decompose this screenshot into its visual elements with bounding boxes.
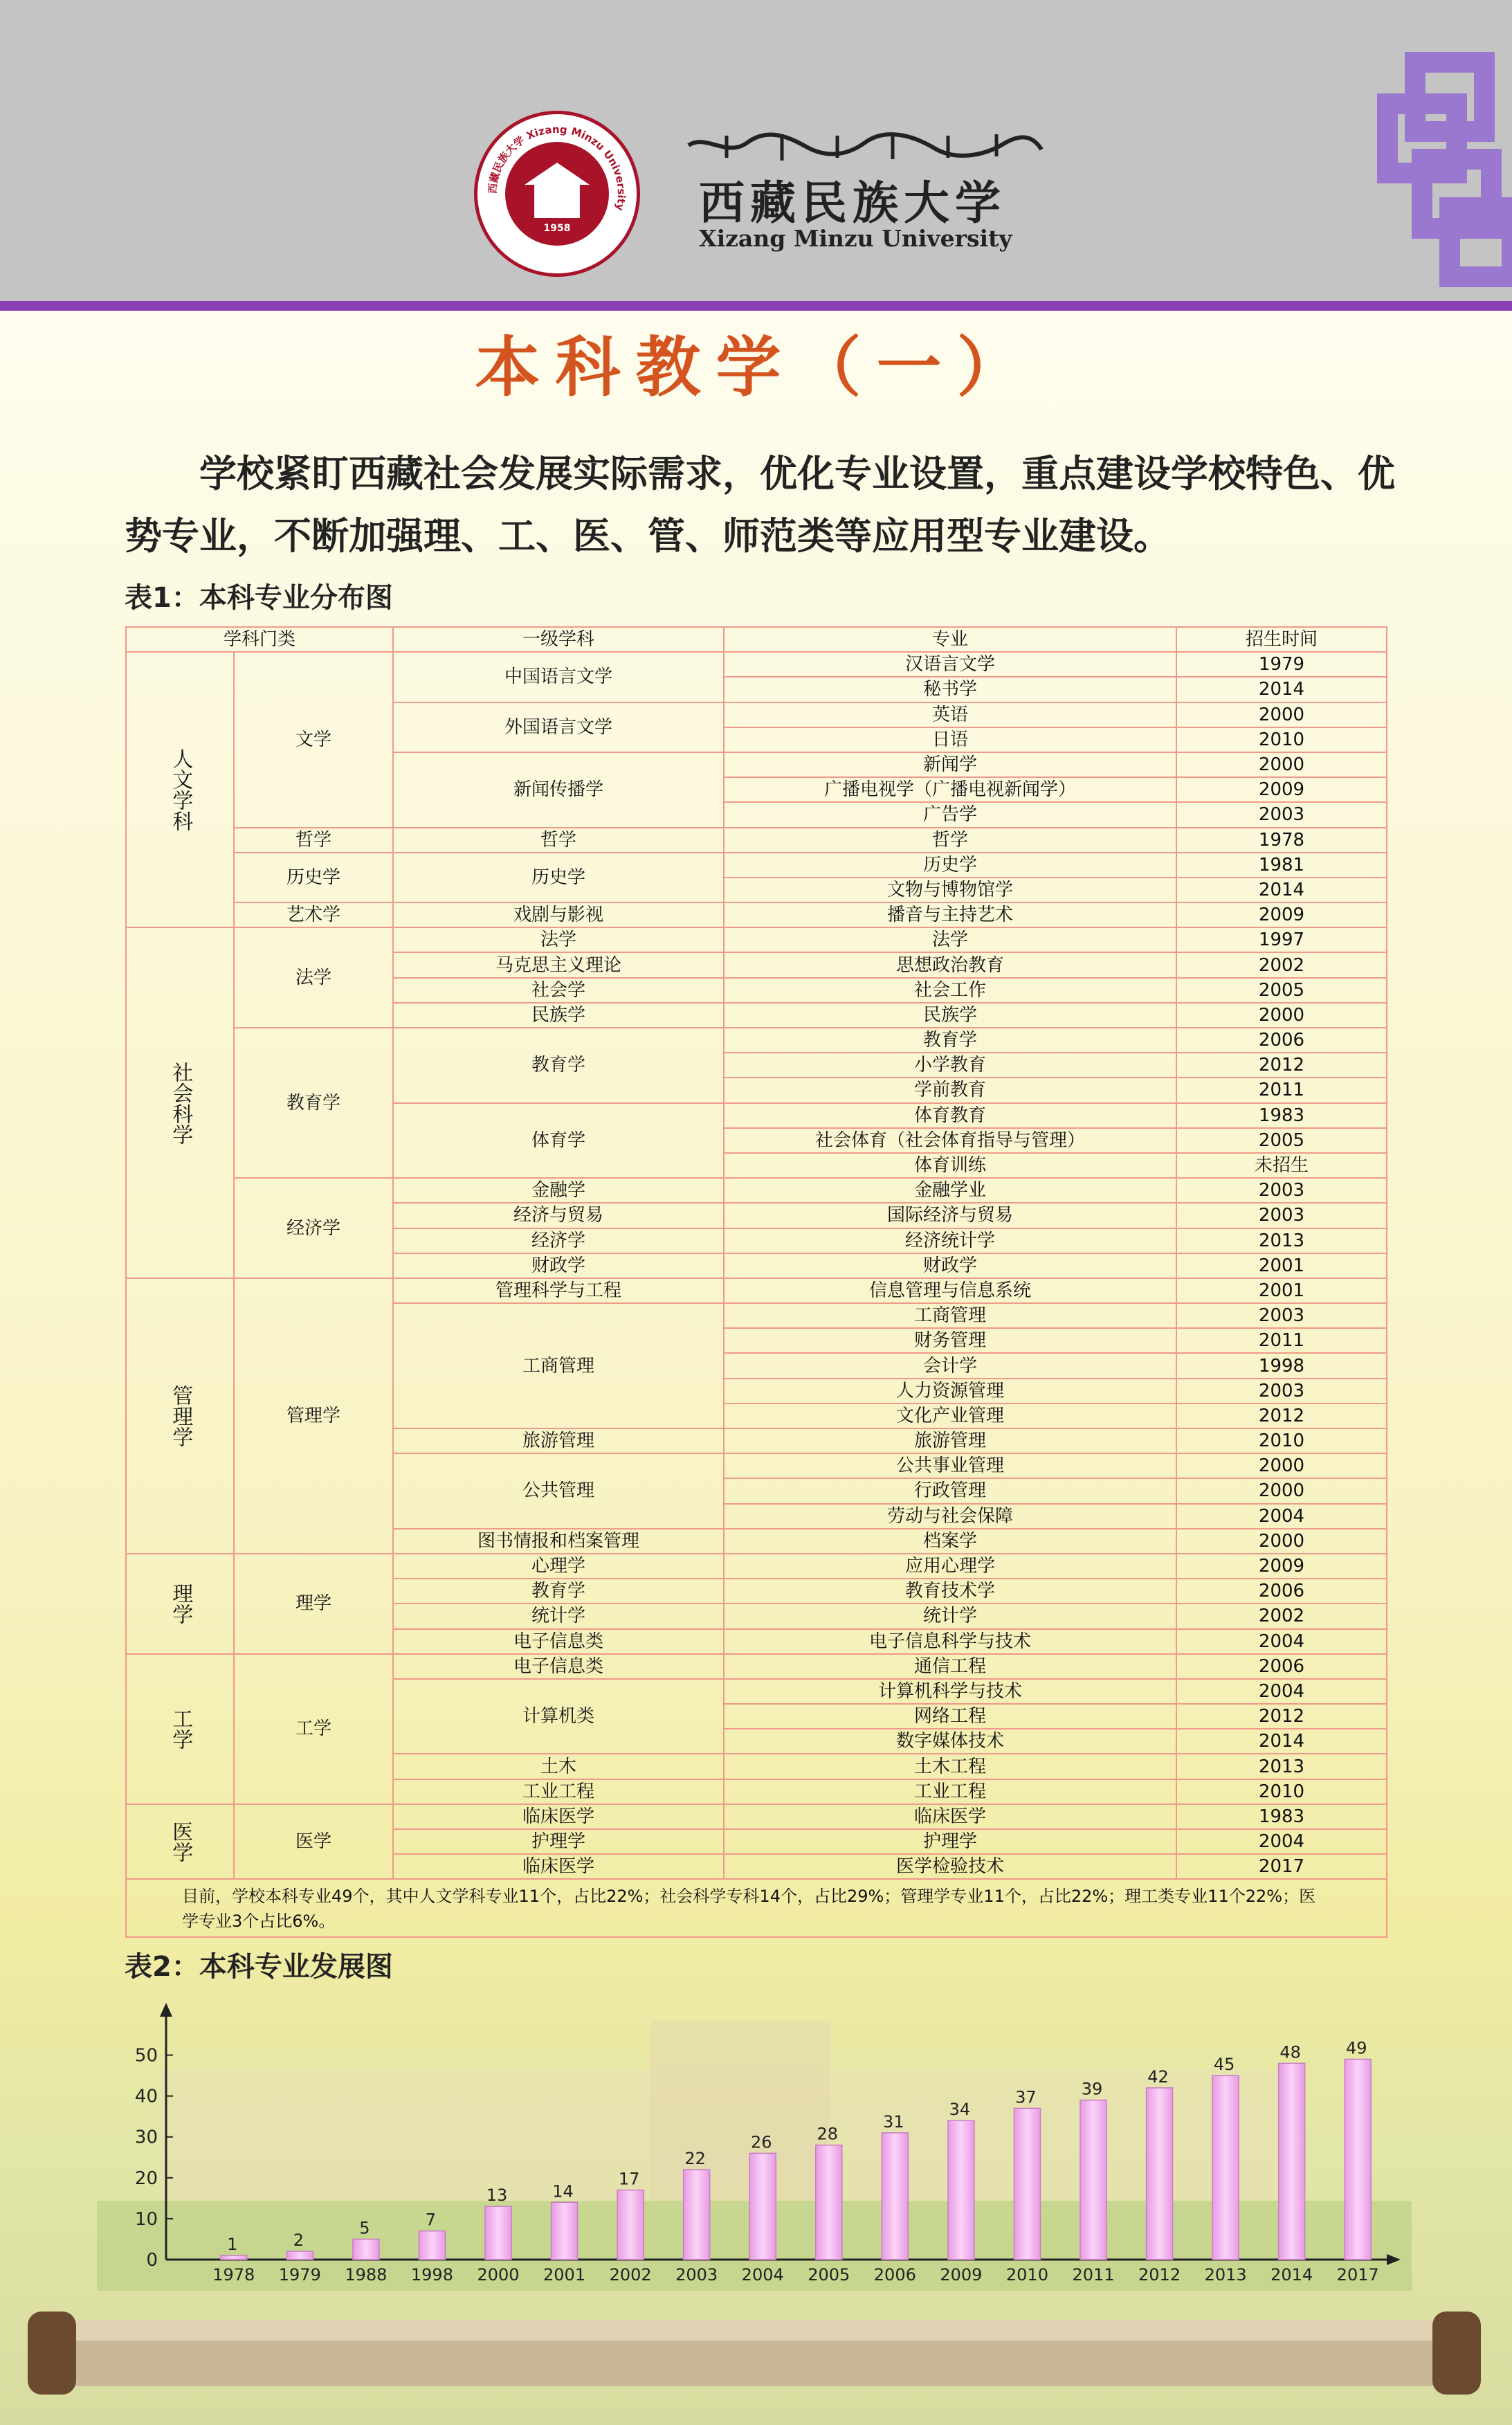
y-tick-label: 0: [146, 2250, 158, 2271]
x-tick-label: 2017: [1336, 2265, 1379, 2285]
first-discipline-cell: 法学: [393, 927, 724, 952]
major-cell: 播音与主持艺术: [724, 902, 1176, 927]
subcategory-cell: 艺术学: [234, 902, 393, 927]
bar-value-label: 34: [949, 2100, 971, 2120]
year-cell: 1983: [1176, 1804, 1387, 1829]
chart-bar: [948, 2120, 974, 2260]
subcategory-cell: 管理学: [234, 1278, 393, 1554]
chart-bar: [749, 2153, 776, 2260]
chart-bar: [552, 2202, 578, 2260]
bar-value-label: 14: [552, 2181, 574, 2201]
year-cell: 2012: [1176, 1404, 1387, 1428]
first-discipline-cell: 财政学: [393, 1253, 724, 1278]
y-tick-label: 30: [134, 2127, 158, 2148]
x-tick-label: 2010: [1005, 2265, 1048, 2285]
year-cell: 1979: [1176, 652, 1387, 677]
table-row: [126, 927, 1387, 952]
chart-bar: [1279, 2063, 1305, 2260]
first-discipline-cell: 历史学: [393, 853, 724, 902]
bar-value-label: 13: [486, 2186, 508, 2206]
first-discipline-cell: 护理学: [393, 1829, 724, 1854]
category-cell: 管理学: [126, 1278, 234, 1554]
major-cell: 社会体育（社会体育指导与管理）: [724, 1128, 1176, 1153]
bar-value-label: 5: [359, 2218, 370, 2238]
major-cell: 通信工程: [724, 1654, 1176, 1679]
year-cell: 1997: [1176, 927, 1387, 952]
year-cell: 2009: [1176, 902, 1387, 927]
subcategory-cell: 医学: [234, 1804, 393, 1880]
major-cell: 国际经济与贸易: [724, 1203, 1176, 1228]
header-accent-line: [0, 301, 1512, 311]
year-cell: 2004: [1176, 1829, 1387, 1854]
first-discipline-cell: 社会学: [393, 978, 724, 1003]
year-cell: 未招生: [1176, 1153, 1387, 1178]
major-cell: 应用心理学: [724, 1554, 1176, 1579]
table-header-row: [126, 627, 1387, 652]
year-cell: 2001: [1176, 1253, 1387, 1278]
category-cell: 医学: [126, 1804, 234, 1880]
year-cell: 1978: [1176, 828, 1387, 853]
first-discipline-cell: 新闻传播学: [393, 752, 724, 828]
year-cell: 2011: [1176, 1078, 1387, 1102]
year-cell: 2000: [1176, 1003, 1387, 1028]
major-cell: 教育学: [724, 1028, 1176, 1053]
category-cell: 理学: [126, 1554, 234, 1654]
first-discipline-cell: 工业工程: [393, 1779, 724, 1804]
bar-value-label: 49: [1345, 2038, 1367, 2058]
chart-bar: [617, 2190, 644, 2260]
year-cell: 2014: [1176, 1729, 1387, 1754]
year-cell: 2010: [1176, 1779, 1387, 1804]
major-cell: 小学教育: [724, 1053, 1176, 1078]
year-cell: 2002: [1176, 952, 1387, 977]
year-cell: 2005: [1176, 978, 1387, 1003]
year-cell: 2012: [1176, 1704, 1387, 1729]
major-cell: 电子信息科学与技术: [724, 1629, 1176, 1654]
chart-bar: [419, 2231, 445, 2260]
year-cell: 1983: [1176, 1103, 1387, 1128]
table-row: [126, 828, 1387, 853]
table-row: [126, 1278, 1387, 1303]
major-cell: 公共事业管理: [724, 1453, 1176, 1478]
x-tick-label: 1988: [345, 2265, 388, 2285]
first-discipline-cell: 临床医学: [393, 1854, 724, 1879]
year-cell: 2000: [1176, 1453, 1387, 1478]
x-tick-label: 2003: [675, 2265, 718, 2285]
major-cell: 法学: [724, 927, 1176, 952]
year-cell: 2011: [1176, 1328, 1387, 1353]
bar-value-label: 7: [425, 2210, 437, 2230]
major-cell: 体育教育: [724, 1103, 1176, 1128]
header-category: 学科门类: [126, 627, 393, 652]
university-name-en: Xizang Minzu University: [699, 225, 1012, 252]
bar-value-label: 17: [618, 2169, 640, 2189]
major-cell: 劳动与社会保障: [724, 1504, 1176, 1529]
major-cell: 民族学: [724, 1003, 1176, 1028]
subcategory-cell: 教育学: [234, 1028, 393, 1178]
logo-temple-icon: [525, 163, 590, 218]
first-discipline-cell: 临床医学: [393, 1804, 724, 1829]
x-tick-label: 2002: [609, 2265, 652, 2285]
year-cell: 2000: [1176, 1478, 1387, 1503]
header-band: [0, 0, 1512, 301]
logo-emblem: [505, 142, 609, 246]
category-cell: 社会科学: [126, 927, 234, 1278]
category-cell: 人文学科: [126, 652, 234, 927]
chart-bar: [1080, 2100, 1106, 2260]
x-tick-label: 2004: [741, 2265, 784, 2285]
major-cell: 广告学: [724, 802, 1176, 827]
year-cell: 2003: [1176, 1379, 1387, 1404]
major-cell: 旅游管理: [724, 1428, 1176, 1453]
first-discipline-cell: 教育学: [393, 1579, 724, 1604]
endless-knot-ornament: [1374, 35, 1512, 305]
table-row: [126, 1178, 1387, 1203]
logo-year: 1958: [543, 223, 571, 234]
x-tick-label: 2011: [1072, 2265, 1115, 2285]
major-cell: 会计学: [724, 1353, 1176, 1378]
year-cell: 1981: [1176, 853, 1387, 878]
table-body: [126, 652, 1387, 1879]
first-discipline-cell: 经济学: [393, 1228, 724, 1253]
first-discipline-cell: 马克思主义理论: [393, 952, 724, 977]
major-cell: 土木工程: [724, 1754, 1176, 1779]
first-discipline-cell: 戏剧与影视: [393, 902, 724, 927]
table1-caption: 表1：本科专业分布图: [125, 582, 393, 614]
y-tick-label: 10: [134, 2208, 158, 2230]
bar-value-label: 1: [227, 2235, 238, 2255]
chart-bar: [882, 2133, 908, 2260]
subcategory-cell: 理学: [234, 1554, 393, 1654]
bar-value-label: 48: [1279, 2042, 1301, 2062]
first-discipline-cell: 经济与贸易: [393, 1203, 724, 1228]
major-cell: 文物与博物馆学: [724, 878, 1176, 902]
chart-bar: [1345, 2059, 1371, 2260]
x-tick-label: 1978: [212, 2265, 255, 2285]
header-major: 专业: [724, 627, 1176, 652]
major-cell: 行政管理: [724, 1478, 1176, 1503]
year-cell: 2010: [1176, 1428, 1387, 1453]
year-cell: 2014: [1176, 677, 1387, 702]
year-cell: 2001: [1176, 1278, 1387, 1303]
first-discipline-cell: 公共管理: [393, 1453, 724, 1529]
year-cell: 2014: [1176, 878, 1387, 902]
chart-bar: [816, 2145, 842, 2260]
first-discipline-cell: 教育学: [393, 1028, 724, 1103]
major-cell: 新闻学: [724, 752, 1176, 777]
chart-bar: [1147, 2088, 1173, 2260]
major-cell: 统计学: [724, 1604, 1176, 1628]
category-cell: 工学: [126, 1654, 234, 1804]
bar-value-label: 31: [883, 2111, 904, 2132]
major-cell: 学前教育: [724, 1078, 1176, 1102]
chart-bar: [221, 2255, 247, 2260]
year-cell: 2012: [1176, 1053, 1387, 1078]
year-cell: 2006: [1176, 1654, 1387, 1679]
first-discipline-cell: 土木: [393, 1754, 724, 1779]
major-cell: 信息管理与信息系统: [724, 1278, 1176, 1303]
year-cell: 2000: [1176, 1529, 1387, 1554]
bar-value-label: 26: [750, 2132, 772, 2152]
y-tick-label: 20: [134, 2168, 158, 2189]
year-cell: 2017: [1176, 1854, 1387, 1879]
year-cell: 2005: [1176, 1128, 1387, 1153]
subcategory-cell: 文学: [234, 652, 393, 827]
header-year: 招生时间: [1176, 627, 1387, 652]
table-row: [126, 1654, 1387, 1679]
major-cell: 思想政治教育: [724, 952, 1176, 977]
year-cell: 2003: [1176, 1203, 1387, 1228]
first-discipline-cell: 计算机类: [393, 1679, 724, 1754]
subcategory-cell: 历史学: [234, 853, 393, 902]
major-cell: 文化产业管理: [724, 1404, 1176, 1428]
first-discipline-cell: 民族学: [393, 1003, 724, 1028]
bar-value-label: 2: [293, 2231, 304, 2251]
major-cell: 体育训练: [724, 1153, 1176, 1178]
major-cell: 计算机科学与技术: [724, 1679, 1176, 1704]
chart-bar: [286, 2251, 313, 2260]
year-cell: 2003: [1176, 1178, 1387, 1203]
x-tick-label: 1979: [278, 2265, 321, 2285]
tibetan-script-name: [685, 130, 1045, 165]
major-cell: 数字媒体技术: [724, 1729, 1176, 1754]
table-row: [126, 1554, 1387, 1579]
chart-bar: [1212, 2076, 1239, 2260]
year-cell: 2000: [1176, 702, 1387, 727]
major-cell: 秘书学: [724, 677, 1176, 702]
x-tick-label: 2001: [543, 2265, 586, 2285]
year-cell: 2002: [1176, 1604, 1387, 1628]
year-cell: 2004: [1176, 1504, 1387, 1529]
first-discipline-cell: 工商管理: [393, 1303, 724, 1428]
major-cell: 临床医学: [724, 1804, 1176, 1829]
subcategory-cell: 工学: [234, 1654, 393, 1804]
table-note: 目前，学校本科专业49个，其中人文学科专业11个，占比22%；社会科学专科14个，占比29%；管理学专业11个，占比22%；理工类专业11个22%；医学专业3个占比6%。: [126, 1879, 1387, 1937]
year-cell: 2013: [1176, 1228, 1387, 1253]
scroll-ornament: [28, 2312, 1481, 2395]
university-logo: [474, 111, 640, 277]
header-first-discipline: 一级学科: [393, 627, 724, 652]
y-tick-label: 40: [134, 2086, 158, 2107]
first-discipline-cell: 图书情报和档案管理: [393, 1529, 724, 1554]
major-cell: 金融学业: [724, 1178, 1176, 1203]
chart-bar: [1014, 2108, 1040, 2260]
intro-paragraph: 学校紧盯西藏社会发展实际需求，优化专业设置，重点建设学校特色、优势专业，不断加强理、工、医、管、师范类等应用型专业建设。: [125, 452, 1395, 558]
first-discipline-cell: 电子信息类: [393, 1629, 724, 1654]
major-cell: 广播电视学（广播电视新闻学）: [724, 777, 1176, 802]
major-cell: 汉语言文学: [724, 652, 1176, 677]
year-cell: 2013: [1176, 1754, 1387, 1779]
first-discipline-cell: 中国语言文学: [393, 652, 724, 702]
year-cell: 2006: [1176, 1028, 1387, 1053]
first-discipline-cell: 哲学: [393, 828, 724, 853]
first-discipline-cell: 体育学: [393, 1103, 724, 1179]
y-axis-arrow-icon: [160, 2003, 172, 2017]
year-cell: 2003: [1176, 1303, 1387, 1328]
table2-caption: 表2：本科专业发展图: [125, 1951, 393, 1983]
major-distribution-table: [125, 626, 1387, 1938]
bar-value-label: 22: [684, 2149, 706, 2168]
bar-value-label: 37: [1015, 2087, 1037, 2107]
first-discipline-cell: 金融学: [393, 1178, 724, 1203]
logo-ring-text: 西藏民族大学 Xizang Minzu University: [486, 122, 628, 212]
university-name-cn: 西藏民族大学: [699, 176, 1006, 230]
page-title: 本科教学（一）: [475, 330, 1037, 406]
x-tick-label: 2000: [477, 2265, 520, 2285]
table-row: [126, 853, 1387, 878]
table-note-row: [126, 1879, 1387, 1937]
first-discipline-cell: 电子信息类: [393, 1654, 724, 1679]
subcategory-cell: 经济学: [234, 1178, 393, 1278]
major-cell: 哲学: [724, 828, 1176, 853]
y-tick-label: 50: [134, 2045, 158, 2067]
campus-tower-backdrop: [650, 2021, 830, 2201]
x-tick-label: 2012: [1138, 2265, 1181, 2285]
major-cell: 工商管理: [724, 1303, 1176, 1328]
year-cell: 2004: [1176, 1629, 1387, 1654]
major-cell: 医学检验技术: [724, 1854, 1176, 1879]
x-tick-label: 1998: [410, 2265, 453, 2285]
year-cell: 2009: [1176, 1554, 1387, 1579]
x-tick-label: 2005: [808, 2265, 850, 2285]
x-tick-label: 2009: [940, 2265, 983, 2285]
x-tick-label: 2013: [1204, 2265, 1247, 2285]
development-chart: [97, 1993, 1412, 2291]
chart-bar: [485, 2206, 511, 2260]
major-cell: 护理学: [724, 1829, 1176, 1854]
major-cell: 英语: [724, 702, 1176, 727]
first-discipline-cell: 管理科学与工程: [393, 1278, 724, 1303]
year-cell: 2003: [1176, 802, 1387, 827]
year-cell: 2009: [1176, 777, 1387, 802]
major-cell: 教育技术学: [724, 1579, 1176, 1604]
major-cell: 历史学: [724, 853, 1176, 878]
bar-value-label: 42: [1147, 2067, 1169, 2087]
bar-value-label: 45: [1213, 2055, 1235, 2075]
first-discipline-cell: 旅游管理: [393, 1428, 724, 1453]
year-cell: 2010: [1176, 727, 1387, 752]
major-cell: 档案学: [724, 1529, 1176, 1554]
chart-bar: [353, 2239, 379, 2260]
table-row: [126, 902, 1387, 927]
major-cell: 网络工程: [724, 1704, 1176, 1729]
subcategory-cell: 法学: [234, 927, 393, 1028]
major-cell: 经济统计学: [724, 1228, 1176, 1253]
major-cell: 财政学: [724, 1253, 1176, 1278]
first-discipline-cell: 心理学: [393, 1554, 724, 1579]
year-cell: 2000: [1176, 752, 1387, 777]
chart-bar: [684, 2170, 710, 2260]
major-cell: 财务管理: [724, 1328, 1176, 1353]
subcategory-cell: 哲学: [234, 828, 393, 853]
year-cell: 1998: [1176, 1353, 1387, 1378]
table-row: [126, 1804, 1387, 1829]
table-row: [126, 652, 1387, 677]
major-cell: 日语: [724, 727, 1176, 752]
major-cell: 人力资源管理: [724, 1379, 1176, 1404]
first-discipline-cell: 外国语言文学: [393, 702, 724, 752]
year-cell: 2006: [1176, 1579, 1387, 1604]
bar-value-label: 39: [1081, 2079, 1103, 2099]
year-cell: 2004: [1176, 1679, 1387, 1704]
x-tick-label: 2014: [1270, 2265, 1313, 2285]
major-cell: 工业工程: [724, 1779, 1176, 1804]
first-discipline-cell: 统计学: [393, 1604, 724, 1628]
table-row: [126, 1028, 1387, 1053]
bar-value-label: 28: [817, 2124, 839, 2144]
x-tick-label: 2006: [873, 2265, 916, 2285]
major-cell: 社会工作: [724, 978, 1176, 1003]
